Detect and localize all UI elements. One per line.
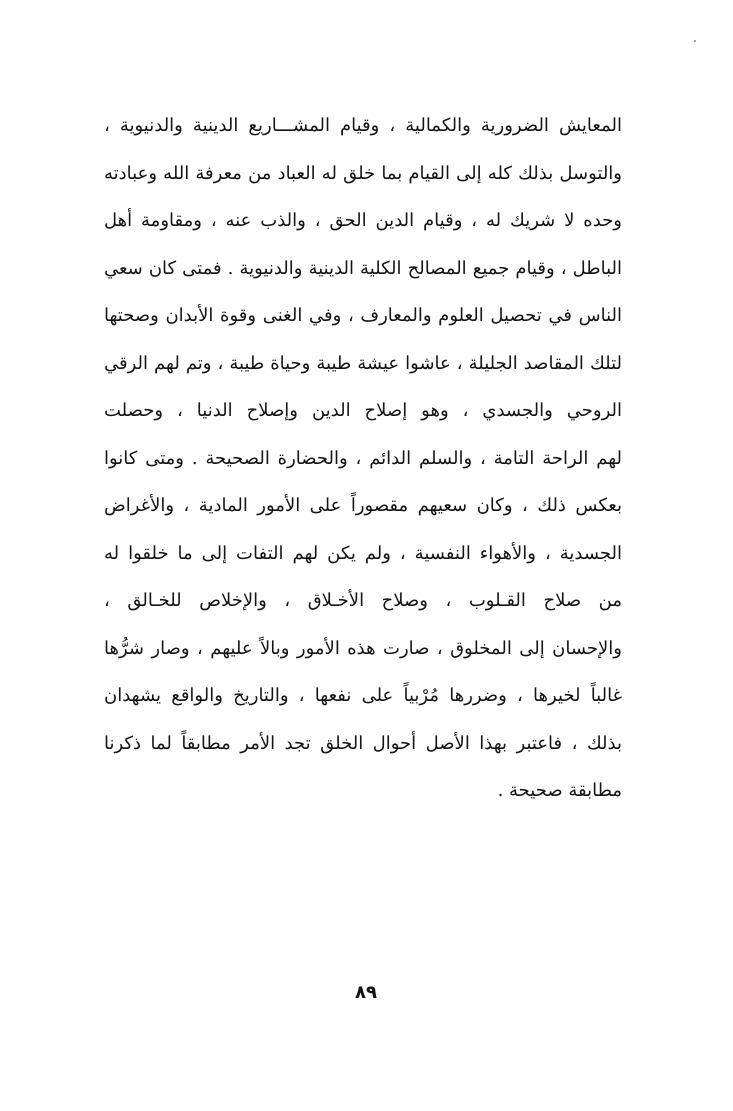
text-line: المعايش الضرورية والكمالية ، وقيام المشـــاريع الدينية والدنيوية ،	[104, 115, 622, 136]
text-line: بعكس ذلك ، وكان سعيهم مقصوراً على الأمور المادية ، والأغراض	[104, 495, 622, 516]
text-line: الجسدية ، والأهواء النفسية ، ولم يكن لهم التفات إلى ما خلقوا له	[104, 542, 622, 564]
text-line: لهم الراحة التامة ، والسلم الدائم ، والحضارة الصحيحة . ومتى كانوا	[104, 447, 622, 469]
text-line: والتوسل بذلك كله إلى القيام بما خلق له العباد من معرفة الله وعبادته	[104, 162, 622, 184]
text-line: الروحي والجسدي ، وهو إصلاح الدين وإصلاح الدنيا ، وحصلت	[104, 400, 622, 421]
page-number: ٨٩	[355, 982, 377, 1003]
scan-speck	[694, 40, 696, 42]
text-line-final: مطابقة صحيحة .	[497, 780, 622, 801]
text-line: غالباً لخيرها ، وضررها مُرْبياً على نفعها ، والتاريخ والواقع يشهدان	[104, 685, 622, 706]
text-line: وحده لا شريك له ، وقيام الدين الحق ، والذب عنه ، ومقاومة أهل	[104, 210, 622, 231]
text-line: من صلاح القـلوب ، وصلاح الأخـلاق ، والإخلاص للخـالق ،	[104, 590, 622, 611]
text-line: لتلك المقاصد الجليلة ، عاشوا عيشة طيبة وحياة طيبة ، وتم لهم الرقي	[104, 352, 622, 374]
text-line: الباطل ، وقيام جميع المصالح الكلية الدينية والدنيوية . فمتى كان سعي	[104, 257, 622, 279]
text-line: الناس في تحصيل العلوم والمعارف ، وفي الغنى وقوة الأبدان وصحتها	[104, 305, 622, 326]
text-line: والإحسان إلى المخلوق ، صارت هذه الأمور وبالاً عليهم ، وصار شرُّها	[104, 637, 622, 659]
body-text	[104, 102, 622, 815]
text-line: بذلك ، فاعتبر بهذا الأصل أحوال الخلق تجد الأمر مطابقاً لما ذكرنا	[104, 732, 622, 754]
